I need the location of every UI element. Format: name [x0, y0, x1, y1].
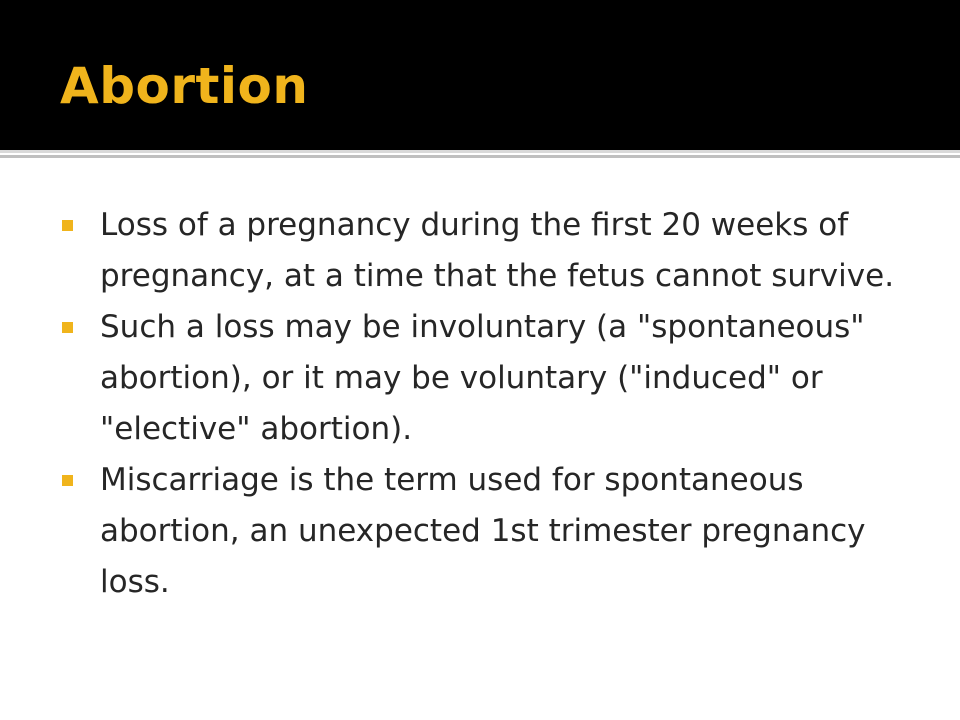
bullet-item	[62, 302, 922, 455]
title-banner	[0, 0, 960, 150]
bullet-text: Miscarriage is the term used for spontaneous abortion, an unexpected 1st trimester pregnancy loss.	[100, 462, 866, 600]
square-bullet-icon	[62, 322, 73, 333]
bullet-item	[62, 455, 922, 608]
title-divider-bottom	[0, 155, 960, 158]
slide-title: Abortion	[60, 57, 309, 115]
bullet-text: Such a loss may be involuntary (a "spontaneous" abortion), or it may be voluntary ("induced" or "elective" abortion).	[100, 309, 865, 447]
bullet-text: Loss of a pregnancy during the first 20 weeks of pregnancy, at a time that the fetus cannot survive.	[100, 207, 895, 294]
bullet-list	[62, 200, 922, 608]
square-bullet-icon	[62, 475, 73, 486]
square-bullet-icon	[62, 220, 73, 231]
bullet-item	[62, 200, 922, 302]
